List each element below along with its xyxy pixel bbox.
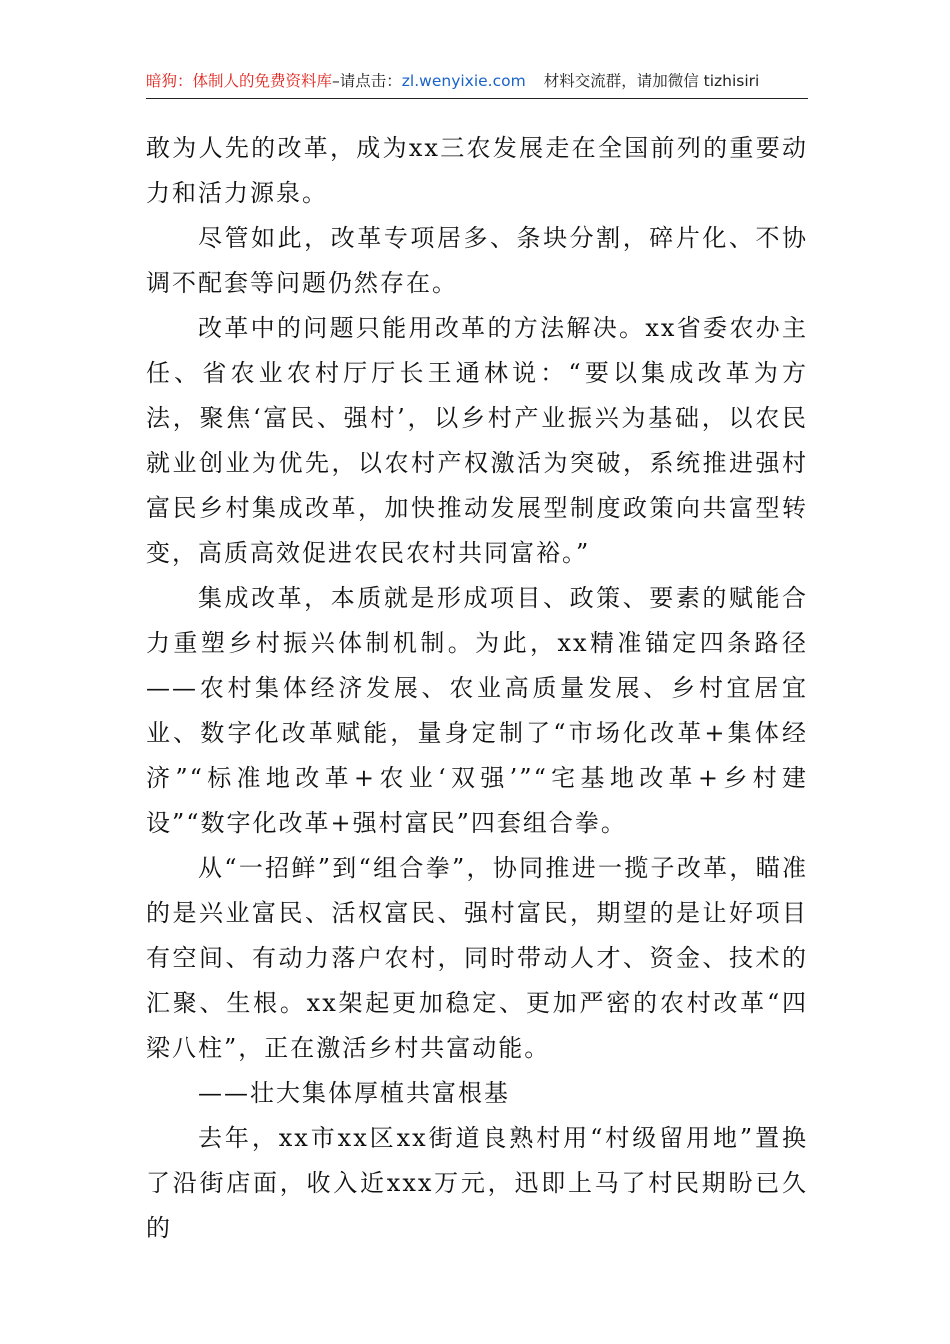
paragraph: 改革中的问题只能用改革的方法解决。xx省委农办主任、省农业农村厅厅长王通林说：“要以集成改革为方法，聚焦‘富民、强村’，以乡村产业振兴为基础，以农民就业创业为优先，以农村产权激活为突破，系统推进强村富民乡村集成改革，加快推动发展型制度政策向共富型转变，高质高效促进农民农村共同富裕。” (146, 314, 808, 567)
header-site-link[interactable]: zl.wenyixie.com (401, 72, 526, 90)
section-subheading: ——壮大集体厚植共富根基 (198, 1079, 510, 1107)
paragraph: 去年，xx市xx区xx街道良熟村用“村级留用地”置换了沿街店面，收入近xxx万元，迅即上马了村民期盼已久的 (146, 1124, 808, 1242)
header-site-name: 暗狗：体制人的免费资料库 (146, 72, 333, 90)
paragraph: 集成改革，本质就是形成项目、政策、要素的赋能合力重塑乡村振兴体制机制。为此，xx精准锚定四条路径——农村集体经济发展、农业高质量发展、乡村宜居宜业、数字化改革赋能，量身定制了“市场化改革+集体经济”“标准地改革+农业‘双强’”“宅基地改革+乡村建设”“数字化改革+强村富民”四套组合拳。 (146, 584, 808, 837)
header-click-prompt: –请点击： (332, 72, 402, 90)
paragraph-continuation: 敢为人先的改革，成为xx三农发展走在全国前列的重要动力和活力源泉。 (146, 134, 808, 207)
paragraph: 尽管如此，改革专项居多、条块分割，碎片化、不协调不配套等问题仍然存在。 (146, 224, 808, 297)
page-header (146, 64, 808, 99)
header-wechat-note: 材料交流群，请加微信 tizhisiri (543, 72, 760, 90)
document-body (146, 126, 808, 1251)
paragraph: 从“一招鲜”到“组合拳”，协同推进一揽子改革，瞄准的是兴业富民、活权富民、强村富民，期望的是让好项目有空间、有动力落户农村，同时带动人才、资金、技术的汇聚、生根。xx架起更加稳定、更加严密的农村改革“四梁八柱”，正在激活乡村共富动能。 (146, 854, 808, 1062)
